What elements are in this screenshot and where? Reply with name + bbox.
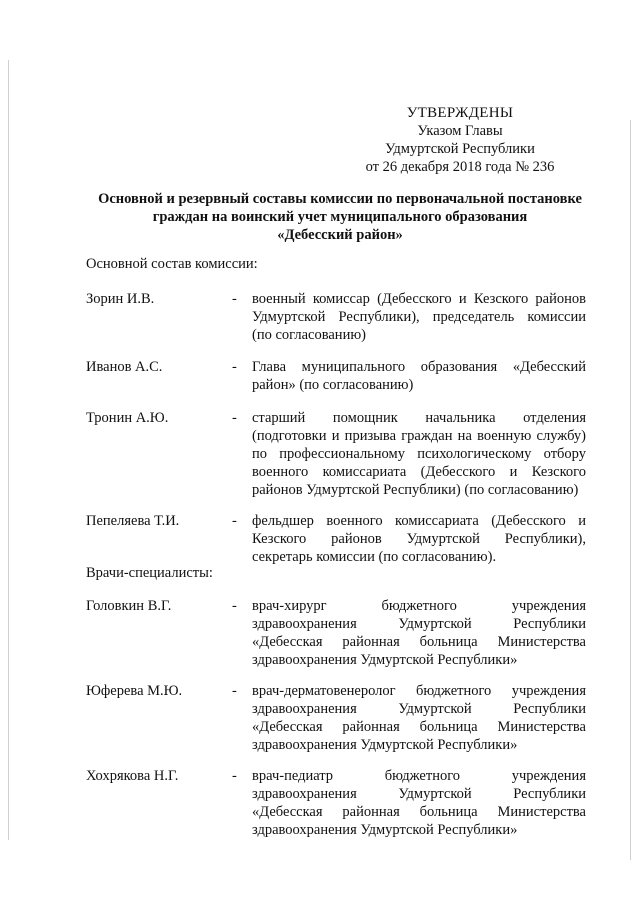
member-dash: -: [232, 768, 237, 784]
description-line: Кезского районов Удмуртской Республики),: [252, 531, 586, 547]
description-line: здравоохранения Удмуртской Республики: [252, 786, 586, 802]
member-name: Хохрякова Н.Г.: [86, 768, 179, 784]
description-line: «Дебесская районная больница Министерства: [252, 719, 586, 735]
document-title: [80, 190, 600, 244]
title-line: «Дебесский район»: [277, 227, 403, 243]
member-dash: -: [232, 683, 237, 699]
description-line: район» (по согласованию): [252, 377, 414, 393]
approval-line: Удмуртской Республики: [385, 141, 535, 157]
member-dash: -: [232, 359, 237, 375]
approval-heading: УТВЕРЖДЕНЫ: [406, 105, 514, 121]
description-line: военный комиссар (Дебесского и Кезского районов: [252, 291, 586, 307]
member-description: [252, 409, 586, 499]
member-description: [252, 512, 586, 566]
description-line: Удмуртской Республики), председатель комиссии: [252, 309, 586, 325]
description-line: врач-дерматовенеролог бюджетного учреждения: [252, 683, 586, 699]
member-name: Юферева М.Ю.: [86, 683, 183, 699]
approval-stamp: [340, 104, 580, 176]
description-line: Глава муниципального образования «Дебесский: [252, 359, 586, 375]
description-line: врач-хирург бюджетного учреждения: [252, 598, 586, 614]
member-description: [252, 682, 586, 754]
member-name: Головкин В.Г.: [86, 598, 172, 614]
member-description: [252, 597, 586, 669]
member-description: [252, 358, 586, 394]
member-name: Пепеляева Т.И.: [86, 513, 180, 529]
approval-date: от 26 декабря 2018 года № 236: [365, 159, 555, 175]
member-name: Иванов А.С.: [86, 359, 163, 375]
description-line: (подготовки и призыва граждан на военную службу): [252, 428, 586, 444]
description-line: районов Удмуртской Республики) (по согласованию): [252, 482, 579, 498]
member-name: Зорин И.В.: [86, 291, 155, 307]
description-line: «Дебесская районная больница Министерства: [252, 634, 586, 650]
description-line: военного комиссариата (Дебесского и Кезского: [252, 464, 586, 480]
description-line: «Дебесская районная больница Министерства: [252, 804, 586, 820]
description-line: здравоохранения Удмуртской Республики»: [252, 822, 518, 838]
description-line: секретарь комиссии (по согласованию).: [252, 549, 497, 565]
title-line: Основной и резервный составы комиссии по первоначальной постановке: [98, 191, 582, 207]
title-line: граждан на воинский учет муниципального образования: [152, 209, 528, 225]
description-line: старший помощник начальника отделения: [252, 410, 586, 426]
description-line: здравоохранения Удмуртской Республики: [252, 616, 586, 632]
description-line: здравоохранения Удмуртской Республики»: [252, 737, 518, 753]
description-line: врач-педиатр бюджетного учреждения: [252, 768, 586, 784]
member-name: Тронин А.Ю.: [86, 410, 169, 426]
section-doctors-label: Врачи-специалисты:: [86, 565, 213, 581]
approval-line: Указом Главы: [417, 123, 503, 139]
scan-edge-left: [8, 60, 9, 840]
scan-edge-right: [630, 120, 631, 860]
description-line: (по согласованию): [252, 327, 366, 343]
description-line: здравоохранения Удмуртской Республики»: [252, 652, 518, 668]
member-description: [252, 767, 586, 839]
section-main-label: Основной состав комиссии:: [86, 256, 258, 272]
member-dash: -: [232, 598, 237, 614]
description-line: здравоохранения Удмуртской Республики: [252, 701, 586, 717]
description-line: фельдшер военного комиссариата (Дебесского и: [252, 513, 586, 529]
member-description: [252, 290, 586, 344]
member-dash: -: [232, 410, 237, 426]
description-line: по профессиональному психологическому отбору: [252, 446, 586, 462]
member-dash: -: [232, 291, 237, 307]
member-dash: -: [232, 513, 237, 529]
